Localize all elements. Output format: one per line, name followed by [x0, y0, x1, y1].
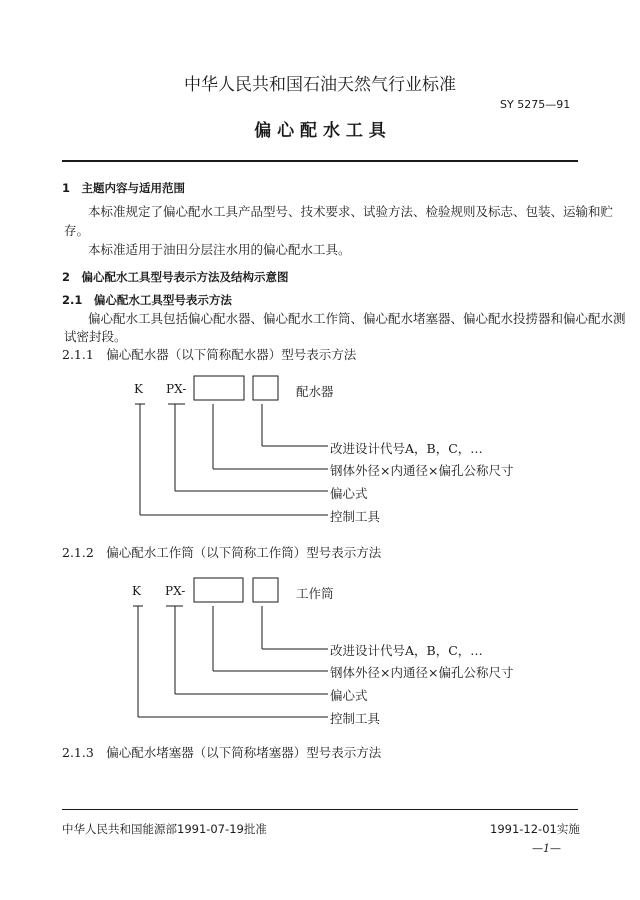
- diagram-1-product-name: 配水器: [296, 384, 334, 399]
- diagram-2-box-dims: [194, 578, 243, 602]
- diagram-1-label-control-tool: 控制工具: [330, 509, 381, 524]
- section-2-1-3-heading: 2.1.3 偏心配水堵塞器（以下简称堵塞器）型号表示方法: [62, 745, 382, 760]
- diagram-2-code-k: K: [132, 584, 141, 598]
- standard-number: SY 5275—91: [500, 98, 571, 111]
- approval-line: 中华人民共和国能源部1991-07-19批准: [62, 822, 267, 836]
- diagram-2-label-control-tool: 控制工具: [330, 711, 381, 726]
- org-title: 中华人民共和国石油天然气行业标准: [184, 75, 456, 95]
- effective-date: 1991-12-01实施: [490, 822, 580, 836]
- diagram-2-label-dimensions: 钢体外径×内通径×偏孔公称尺寸: [330, 665, 514, 680]
- diagram-1-code-px: PX-: [166, 382, 187, 396]
- diagram-1-label-design-code: 改进设计代号A，B，C，…: [330, 441, 483, 456]
- section-2-heading: 2 偏心配水工具型号表示方法及结构示意图: [62, 270, 289, 284]
- diagram-2-product-name: 工作筒: [296, 586, 334, 601]
- section-1-paragraph-1-cont: 存。: [64, 223, 90, 238]
- document-title: 偏 心 配 水 工 具: [254, 121, 386, 141]
- page-number: —1—: [532, 842, 561, 855]
- section-2-1-paragraph: 偏心配水工具包括偏心配水器、偏心配水工作筒、偏心配水堵塞器、偏心配水投捞器和偏心配水测: [88, 311, 626, 326]
- section-1-heading: 1 主题内容与适用范围: [62, 181, 186, 195]
- diagram-2-label-design-code: 改进设计代号A，B，C，…: [330, 643, 483, 658]
- section-2-1-1-heading: 2.1.1 偏心配水器（以下简称配水器）型号表示方法: [62, 347, 357, 362]
- diagram-1-code-k: K: [134, 382, 143, 396]
- section-2-1-2-heading: 2.1.2 偏心配水工作筒（以下简称工作筒）型号表示方法: [62, 545, 382, 560]
- diagram-2-box-design: [253, 578, 278, 602]
- diagram-2-code-px: PX-: [165, 584, 186, 598]
- diagram-1-label-dimensions: 钢体外径×内通径×偏孔公称尺寸: [330, 463, 514, 478]
- section-1-paragraph-1: 本标准规定了偏心配水工具产品型号、技术要求、试验方法、检验规则及标志、包装、运输和贮: [88, 204, 614, 219]
- footer-rule: [62, 809, 578, 810]
- diagram-2-label-eccentric: 偏心式: [330, 688, 368, 703]
- section-2-1-heading: 2.1 偏心配水工具型号表示方法: [62, 293, 232, 307]
- section-2-1-paragraph-cont: 试密封段。: [64, 329, 127, 344]
- section-1-paragraph-2: 本标准适用于油田分层注水用的偏心配水工具。: [88, 242, 351, 257]
- diagram-1-label-eccentric: 偏心式: [330, 486, 368, 501]
